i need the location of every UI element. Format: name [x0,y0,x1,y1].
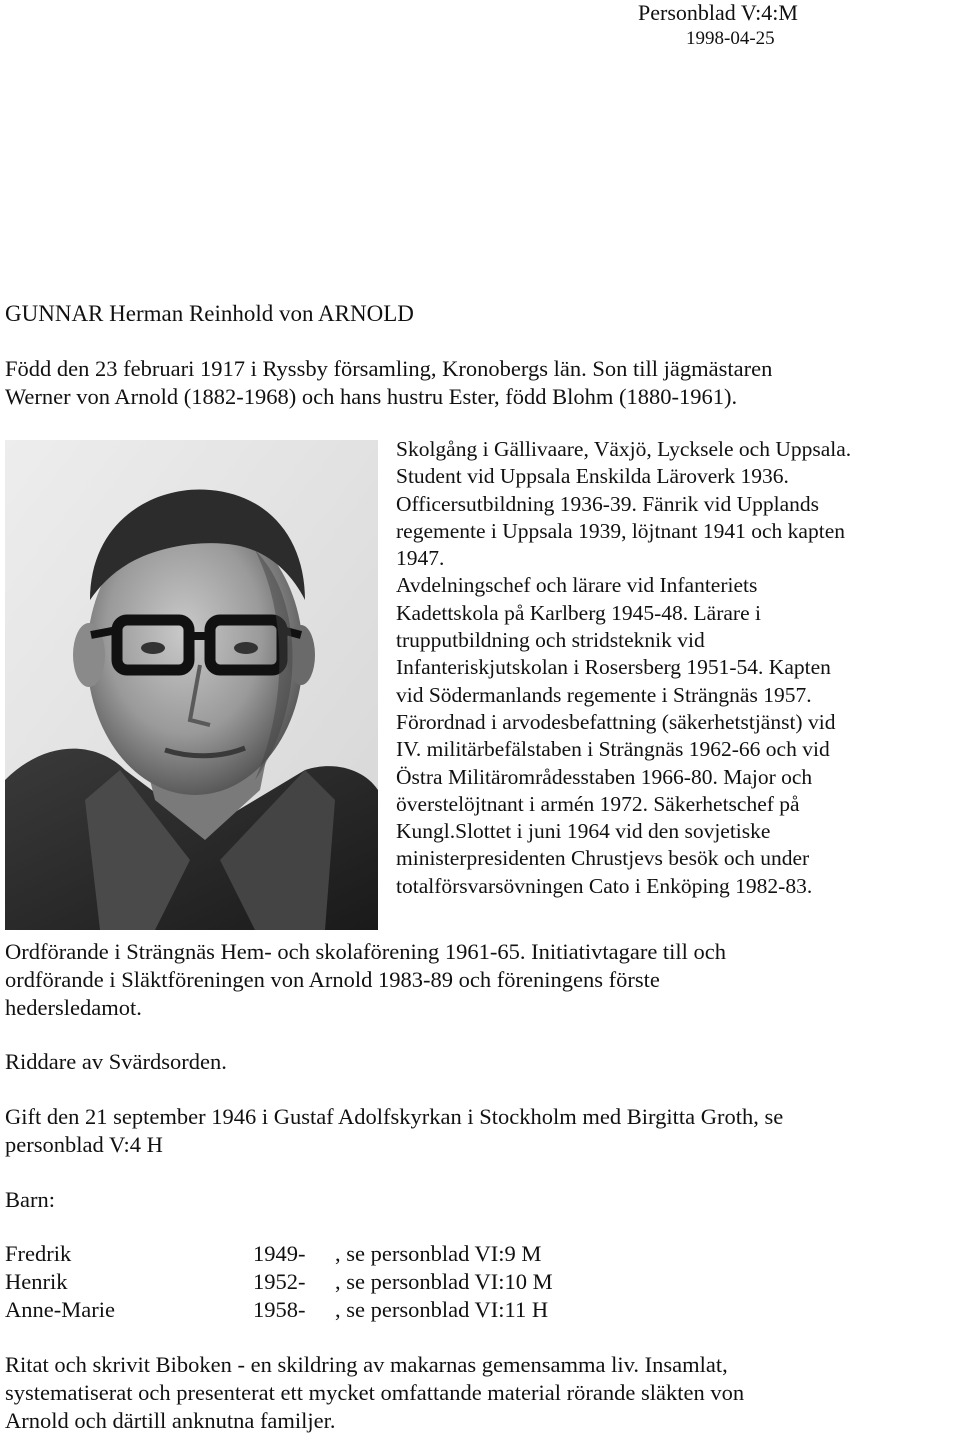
knight-paragraph: Riddare av Svärdsorden. [5,1049,227,1074]
child-years: 1949- [253,1241,306,1266]
chair-paragraph [5,938,955,1022]
children-list [5,1240,705,1324]
bio-line: Avdelningschef och lärare vid Infanteriets [396,573,758,598]
document-title: Personblad V:4:M [638,0,798,25]
bio-line: IV. militärbefälstaben i Strängnäs 1962-66 och vid [396,737,830,762]
bio-line: överstelöjtnant i armén 1972. Säkerhetschef på [396,791,800,816]
child-row [5,1268,705,1296]
biboken-paragraph [5,1351,955,1435]
birth-line: Född den 23 februari 1917 i Ryssby församling, Kronobergs län. Son till jägmästaren [5,356,773,381]
children-label: Barn: [5,1187,55,1212]
child-row [5,1240,705,1268]
birth-line: Werner von Arnold (1882-1968) och hans hustru Ester, född Blohm (1880-1961). [5,384,738,409]
bio-line: Officersutbildning 1936-39. Fänrik vid Upplands [396,491,819,516]
portrait-photo [5,440,378,930]
bio-line: regemente i Uppsala 1939, löjtnant 1941 och kapten [396,518,845,543]
bio-line: vid Södermanlands regemente i Strängnäs 1957. [396,682,812,707]
child-name: Henrik [5,1269,68,1294]
biboken-line: Ritat och skrivit Biboken - en skildring av makarnas gemensamma liv. Insamlat, [5,1352,728,1377]
document-date: 1998-04-25 [686,28,775,49]
biography-column [396,436,956,900]
marriage-paragraph [5,1103,955,1159]
bio-line: Student vid Uppsala Enskilda Läroverk 1936. [396,464,789,489]
chair-line: hedersledamot. [5,995,142,1020]
person-name: GUNNAR Herman Reinhold von ARNOLD [5,301,414,326]
child-years: 1958- [253,1297,306,1322]
chair-line: ordförande i Släktföreningen von Arnold 1983-89 och föreningens förste [5,967,660,992]
child-name: Anne-Marie [5,1297,115,1322]
marriage-line: personblad V:4 H [5,1132,163,1157]
bio-line: Östra Militärområdesstaben 1966-80. Major och [396,764,813,789]
child-years: 1952- [253,1269,306,1294]
child-reference: , se personblad VI:9 M [335,1241,542,1266]
child-reference: , se personblad VI:11 H [335,1297,549,1322]
bio-line: ministerpresidenten Chrustjevs besök och under [396,846,810,871]
birth-paragraph [5,355,955,411]
child-name: Fredrik [5,1241,72,1266]
bio-line: trupputbildning och stridsteknik vid [396,628,705,653]
child-row [5,1296,705,1324]
biboken-line: Arnold och därtill anknutna familjer. [5,1408,336,1433]
marriage-line: Gift den 21 september 1946 i Gustaf Adolfskyrkan i Stockholm med Birgitta Groth, se [5,1104,784,1129]
bio-line: Skolgång i Gällivaare, Växjö, Lycksele och Uppsala. [396,437,852,461]
bio-line: 1947. [396,546,445,571]
bio-line: Förordnad i arvodesbefattning (säkerhetstjänst) vid [396,709,836,734]
bio-line: totalförsvarsövningen Cato i Enköping 1982-83. [396,873,813,898]
chair-line: Ordförande i Strängnäs Hem- och skolaförening 1961-65. Initiativtagare till och [5,939,727,964]
bio-line: Kadettskola på Karlberg 1945-48. Lärare i [396,600,761,625]
bio-line: Infanteriskjutskolan i Rosersberg 1951-54. Kapten [396,655,831,680]
child-reference: , se personblad VI:10 M [335,1269,553,1294]
biboken-line: systematiserat och presenterat ett mycket omfattande material rörande släkten von [5,1380,745,1405]
bio-line: Kungl.Slottet i juni 1964 vid den sovjetiske [396,819,771,844]
